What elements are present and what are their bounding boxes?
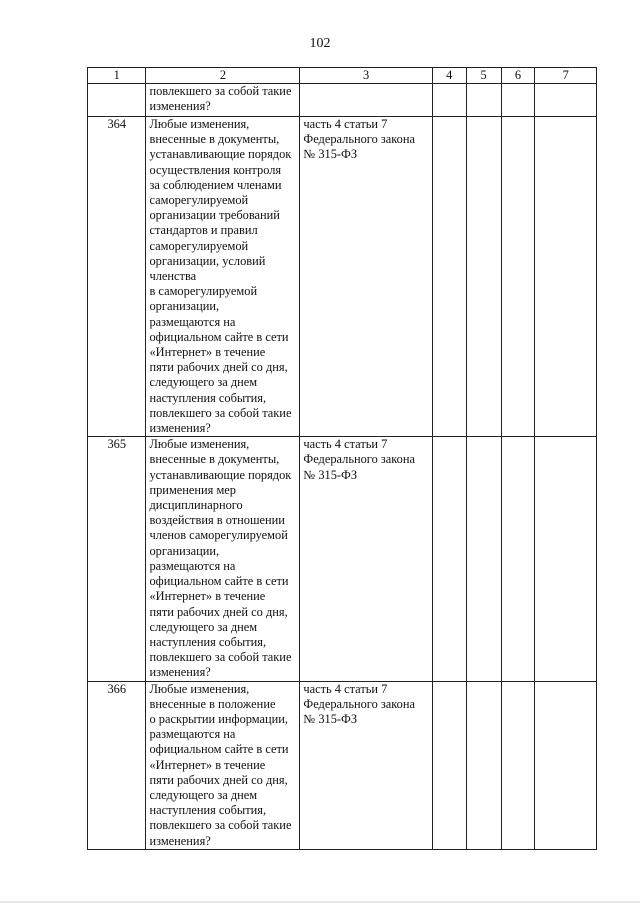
- answer-cell-4: [432, 681, 466, 849]
- requirement-text: Любые изменения, внесенные в документы, устанавливающие порядок осуществления контроля за соблюдением членами саморегулируемой организации требований стандартов и правил саморегулируемой организации, условий членства в саморегулируемой организации, размещаются на официальном сайте в сети «Интернет» в течение пяти рабочих дней со дня, следующего за днем наступления события, повлекшего за собой такие изменения?: [146, 117, 300, 437]
- requirement-text: Любые изменения, внесенные в документы, устанавливающие порядок применения мер дисциплинарного воздействия в отношении членов саморегулируемой организации, размещаются на официальном сайте в сети «Интернет» в течение пяти рабочих дней со дня, следующего за днем наступления события, повлекшего за собой такие изменения?: [146, 437, 300, 681]
- column-header-5: 5: [466, 68, 501, 84]
- answer-cell-7: [535, 681, 597, 849]
- answer-cell-7: [535, 117, 597, 437]
- answer-cell-5: [466, 117, 501, 437]
- column-header-7: 7: [535, 68, 597, 84]
- requirement-text: повлекшего за собой такие изменения?: [146, 84, 300, 117]
- answer-cell-6: [501, 437, 535, 681]
- answer-cell-4: [432, 437, 466, 681]
- legal-basis: часть 4 статьи 7 Федерального закона № 315-ФЗ: [300, 437, 432, 681]
- row-number: [88, 84, 146, 117]
- answer-cell-4: [432, 117, 466, 437]
- requirement-text: Любые изменения, внесенные в положение о раскрытии информации, размещаются на официальном сайте в сети «Интернет» в течение пяти рабочих дней со дня, следующего за днем наступления события, повлекшего за собой такие изменения?: [146, 681, 300, 849]
- legal-basis: часть 4 статьи 7 Федерального закона № 315-ФЗ: [300, 681, 432, 849]
- answer-cell-5: [466, 437, 501, 681]
- column-header-6: 6: [501, 68, 535, 84]
- column-header-3: 3: [300, 68, 432, 84]
- legal-basis: часть 4 статьи 7 Федерального закона № 315-ФЗ: [300, 117, 432, 437]
- row-number: 364: [88, 117, 146, 437]
- row-number: 366: [88, 681, 146, 849]
- answer-cell-5: [466, 84, 501, 117]
- answer-cell-5: [466, 681, 501, 849]
- header-row: [88, 68, 597, 84]
- answer-cell-6: [501, 84, 535, 117]
- row-number: 365: [88, 437, 146, 681]
- column-header-1: 1: [88, 68, 146, 84]
- answer-cell-7: [535, 84, 597, 117]
- table-row: [88, 117, 597, 437]
- answer-cell-7: [535, 437, 597, 681]
- table-row: [88, 437, 597, 681]
- answer-cell-6: [501, 681, 535, 849]
- column-header-4: 4: [432, 68, 466, 84]
- checklist-table: [87, 67, 597, 850]
- table-row: [88, 84, 597, 117]
- column-header-2: 2: [146, 68, 300, 84]
- table-row: [88, 681, 597, 849]
- answer-cell-4: [432, 84, 466, 117]
- legal-basis: [300, 84, 432, 117]
- page-number: 102: [309, 36, 331, 51]
- answer-cell-6: [501, 117, 535, 437]
